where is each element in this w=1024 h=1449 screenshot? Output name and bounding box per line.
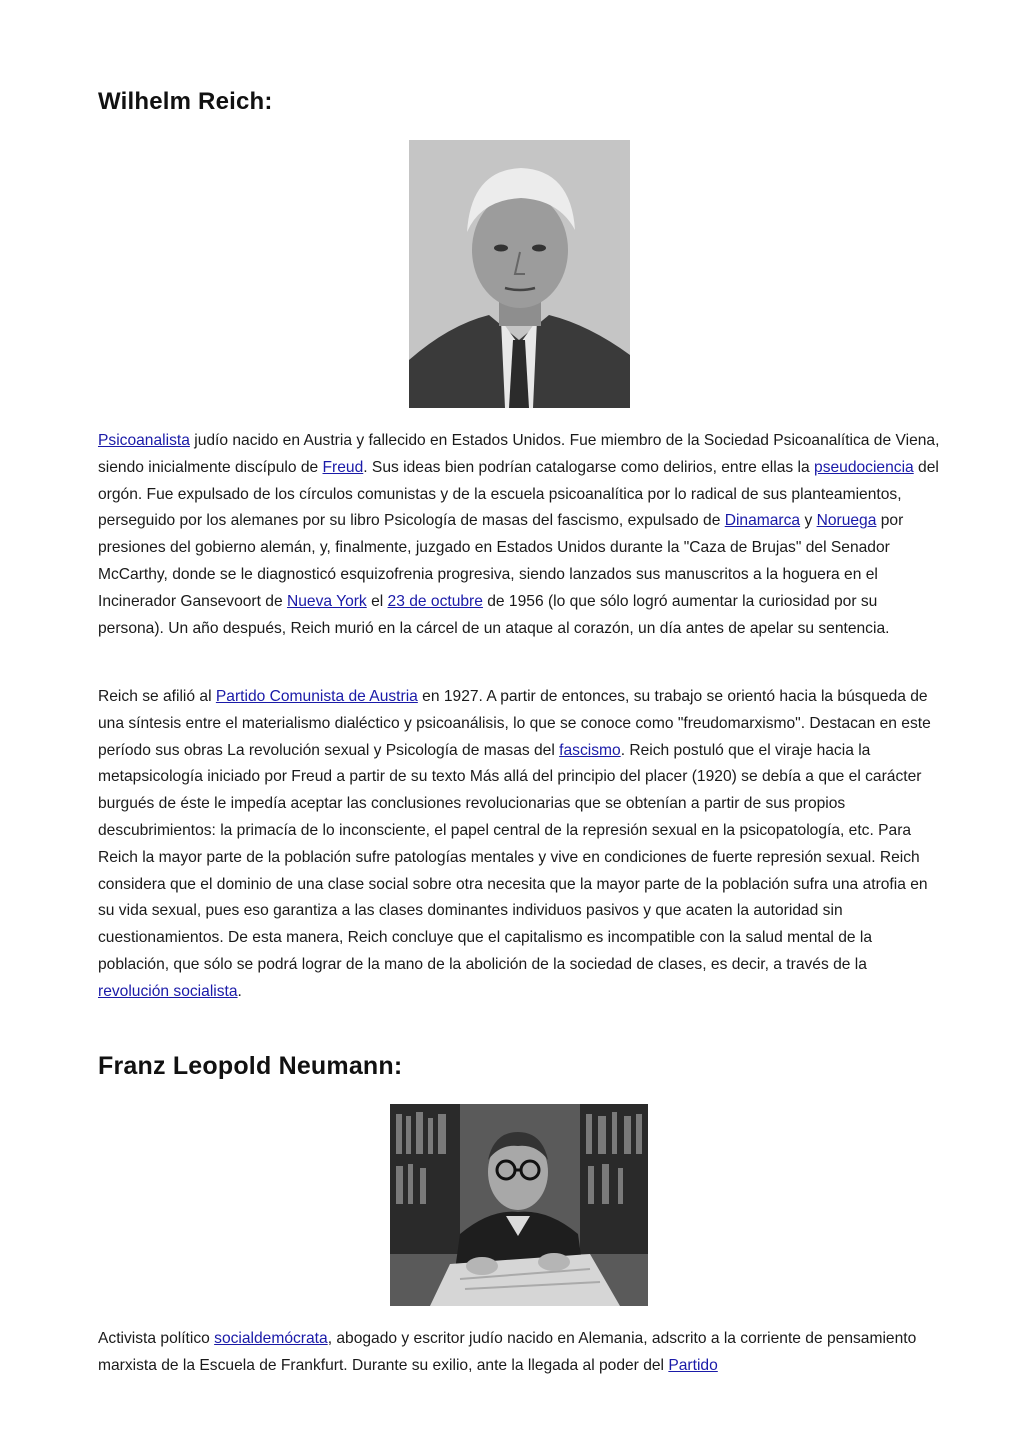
- link-psicoanalista[interactable]: Psicoanalista: [98, 432, 190, 449]
- paragraph-text: , abogado y escritor judío nacido en Alemania, adscrito a la corriente de pensamiento marxista de la Escuela de Frankfurt. Durante su exilio, ante la llegada al poder del: [98, 1330, 917, 1374]
- paragraph-text: por presiones del gobierno alemán, y, finalmente, juzgado en Estados Unidos durante la "Caza de Brujas" del Senador McCarthy, donde se le diagnosticó esquizofrenia progresiva, siendo lanzados sus manuscritos a la hoguera en el Incinerador Gansevoort de: [98, 512, 904, 610]
- link-dinamarca[interactable]: Dinamarca: [724, 512, 801, 530]
- neumann-paragraph-1: [98, 1326, 940, 1380]
- paragraph-text: el: [366, 592, 388, 610]
- paragraph-text: .: [237, 982, 242, 1000]
- paragraph-text: Activista político: [98, 1330, 215, 1347]
- neumann-portrait-photo: [390, 1104, 648, 1306]
- link-socialdemócrata[interactable]: socialdemócrata: [214, 1330, 328, 1347]
- paragraph-text: en 1927. A partir de entonces, su trabajo se orientó hacia la búsqueda de una síntesis entre el materialismo dialéctico y psicoanálisis, lo que se conoce como "freudomarxismo". Destacan en este período sus obras La revolución sexual y Psicología de masas del: [98, 688, 931, 759]
- link-23-de-octubre[interactable]: 23 de octubre: [387, 592, 483, 610]
- reich-paragraph-1: [98, 428, 940, 642]
- reich-paragraph-2: [98, 684, 940, 1006]
- link-revolución-socialista[interactable]: revolución socialista: [98, 982, 238, 1000]
- paragraph-text: del orgón. Fue expulsado de los círculos comunistas y de la escuela psicoanalítica por lo radical de sus planteamientos, perseguido por los alemanes por su libro Psicología de masas del fascismo, expulsado de: [98, 458, 939, 530]
- paragraph-text: . Sus ideas bien podrían catalogarse como delirios, entre ellas la: [363, 458, 815, 476]
- section-title-reich: Wilhelm Reich:: [98, 88, 273, 115]
- link-partido-comunista-de-austria[interactable]: Partido Comunista de Austria: [215, 688, 418, 705]
- reich-portrait-photo: [409, 140, 630, 408]
- link-fascismo[interactable]: fascismo: [559, 741, 621, 759]
- paragraph-text: judío nacido en Austria y fallecido en Estados Unidos. Fue miembro de la Sociedad Psicoanalítica de Viena, siendo inicialmente discípulo de: [98, 432, 940, 476]
- paragraph-text: y: [800, 512, 817, 530]
- paragraph-text: Reich se afilió al: [98, 688, 216, 705]
- paragraph-text: de 1956 (lo que sólo logró aumentar la curiosidad por su persona). Un año después, Reich murió en la cárcel de un ataque al corazón, un día antes de apelar su sentencia.: [98, 592, 890, 637]
- paragraph-text: . Reich postuló que el viraje hacia la metapsicología iniciado por Freud a partir de su texto Más allá del principio del placer (1920) se debía a que el carácter burgués de éste le impedía aceptar las conclusiones revolucionarias que se obtenían a partir de sus propios descubrimientos: la primacía de lo inconsciente, el papel central de la represión sexual en la psicopatología, etc. Para Reich la mayor parte de la población sufre patologías mentales y vive en condiciones de fuerte represión sexual. Reich considera que el dominio de una clase social sobre otra necesita que la mayor parte de la población sufra una atrofia en su vida sexual, pues eso garantiza a las clases dominantes individuos pasivos y que acaten la autoridad sin cuestionamientos. De esta manera, Reich concluye que el capitalismo es incompatible con la salud mental de la población, que sólo se podrá lograr de la mano de la abolición de la sociedad de clases, es decir, a través de la: [98, 741, 928, 973]
- link-partido[interactable]: Partido: [668, 1356, 718, 1374]
- link-freud[interactable]: Freud: [322, 458, 364, 476]
- section-title-neumann: Franz Leopold Neumann:: [98, 1052, 403, 1080]
- link-pseudociencia[interactable]: pseudociencia: [814, 458, 914, 476]
- link-nueva-york[interactable]: Nueva York: [286, 592, 367, 610]
- link-noruega[interactable]: Noruega: [816, 512, 877, 530]
